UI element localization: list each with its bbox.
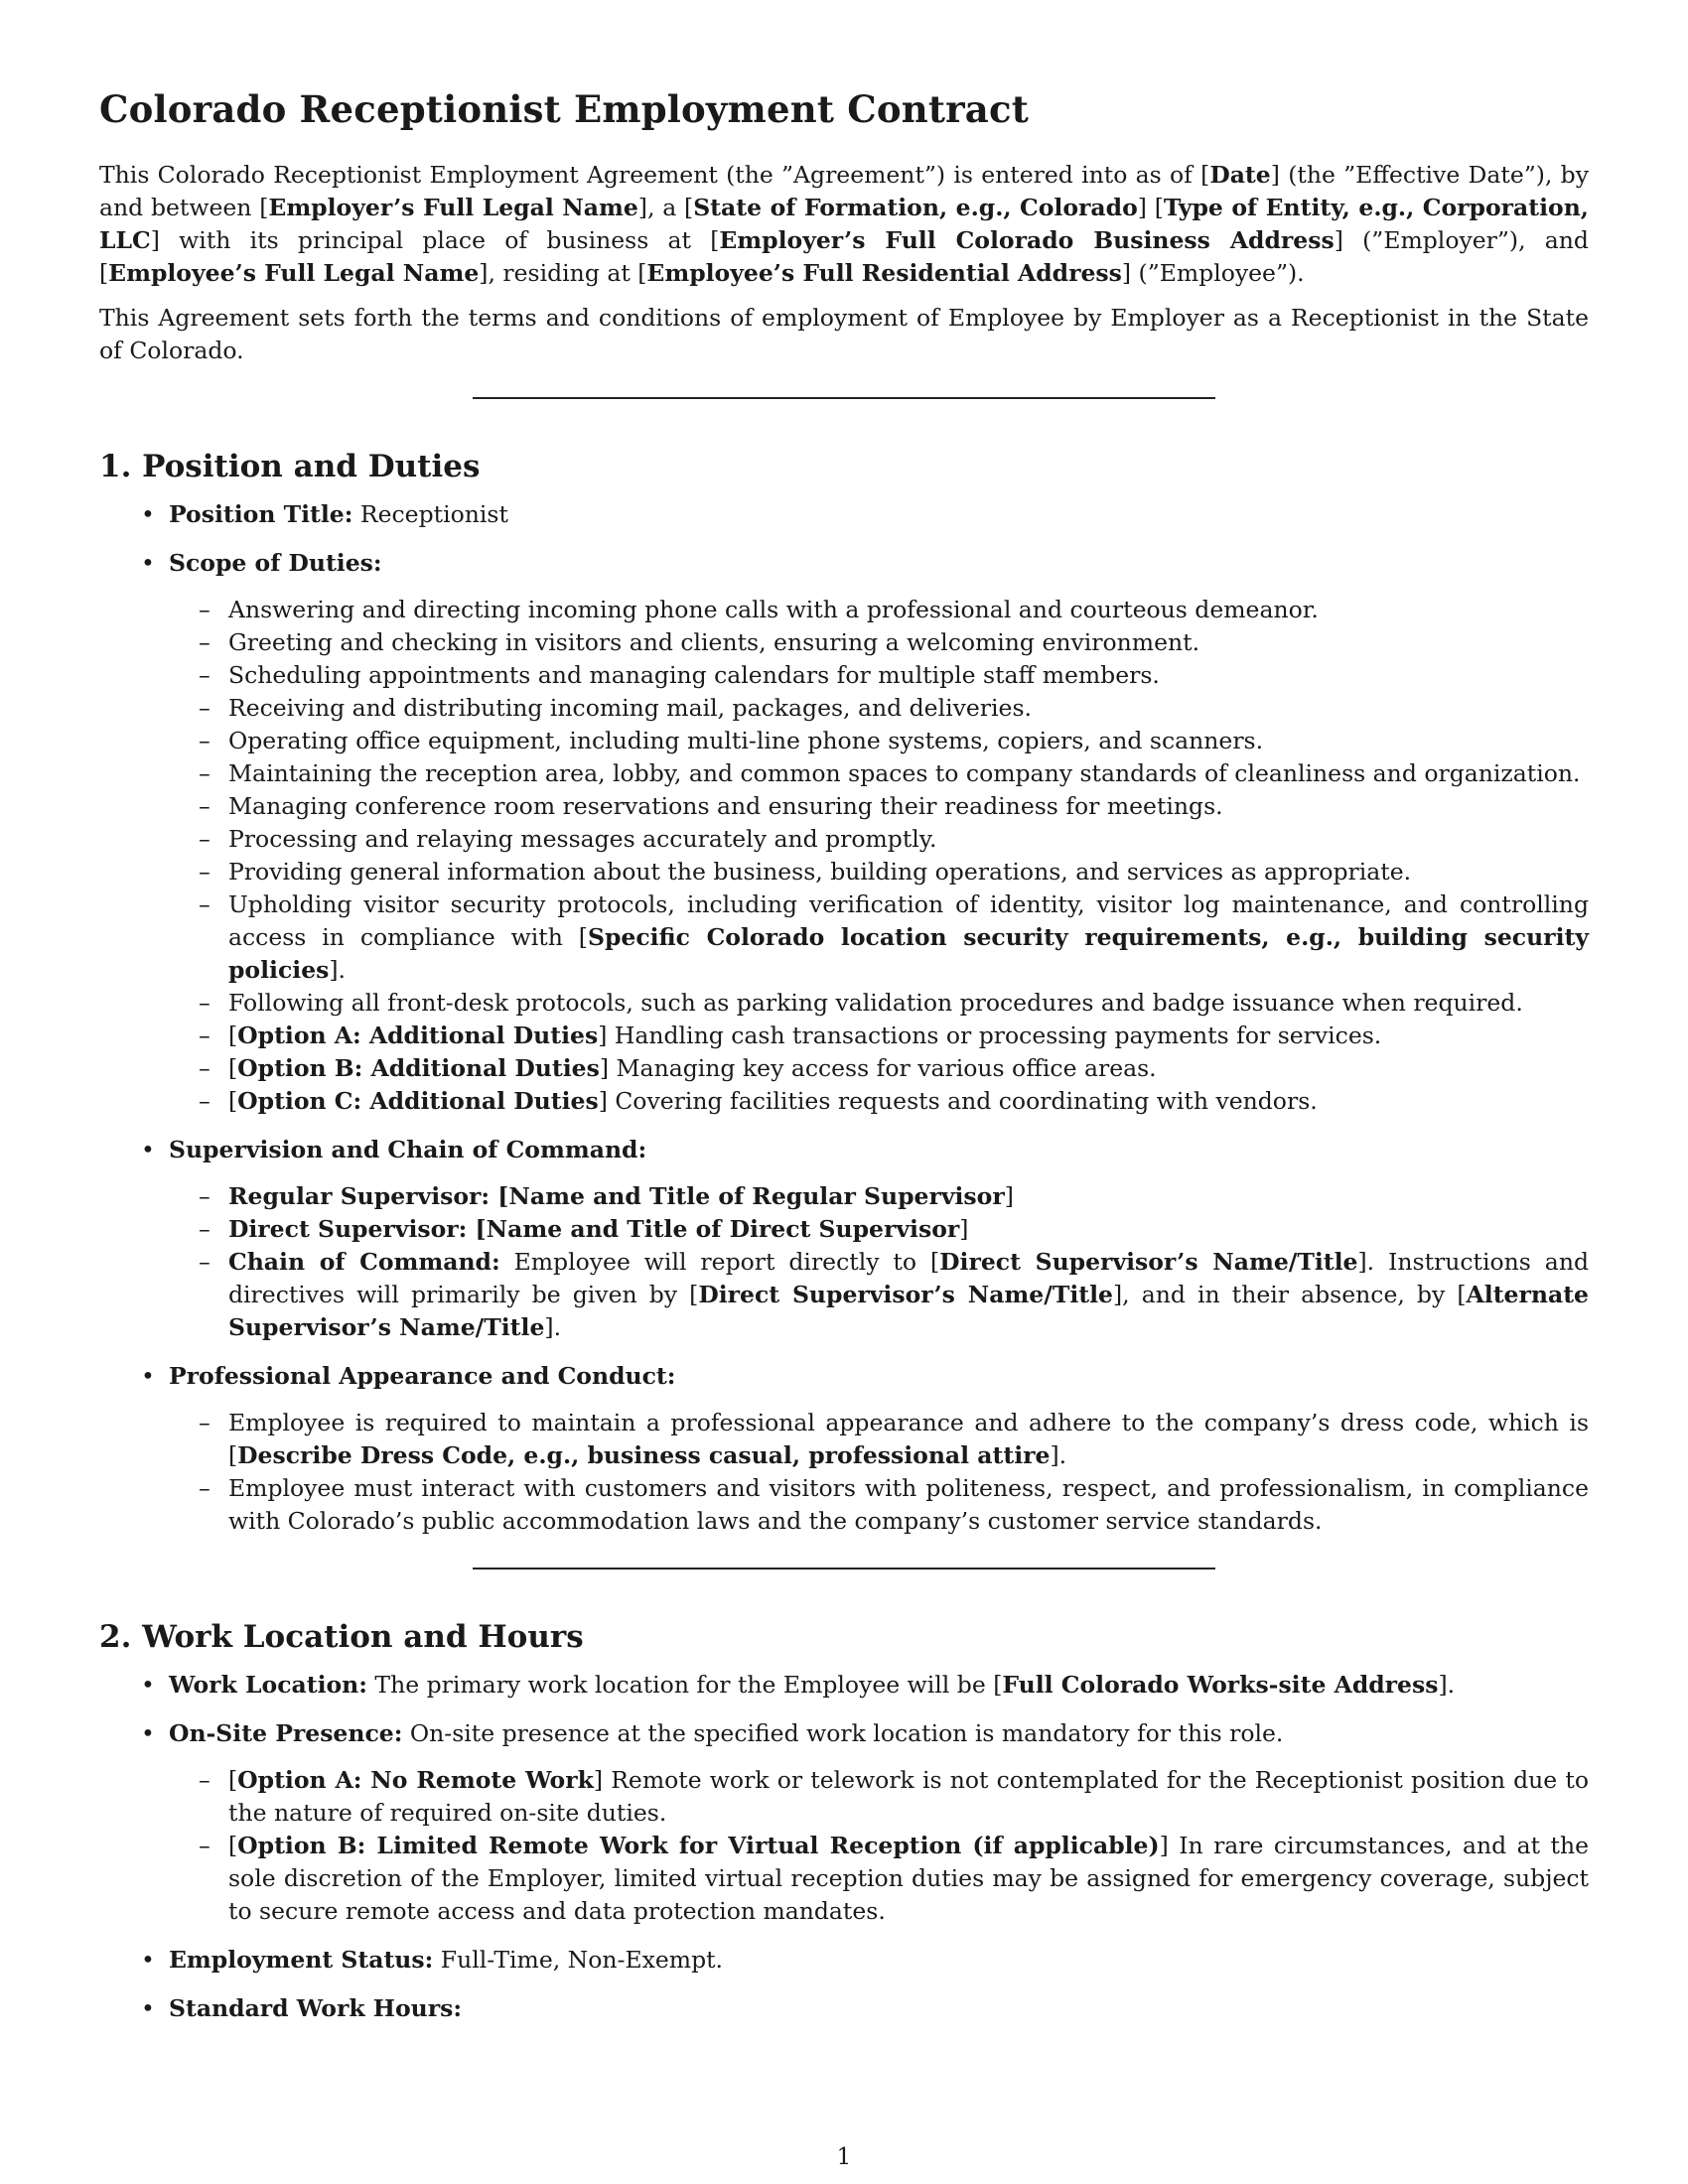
position-title-value: Receptionist: [359, 500, 508, 528]
text-run: ] (the ”Effective Date”), by and between [: [99, 161, 1590, 221]
dash-icon: –: [199, 1054, 211, 1082]
scope-of-duties-list: [169, 594, 1589, 1118]
section-1-list: [99, 498, 1589, 1538]
bullet-icon: •: [141, 1719, 155, 1747]
list-item: [199, 790, 1589, 823]
text-run: Maintaining the reception area, lobby, and common spaces to company standards of cleanliness and organization.: [228, 759, 1581, 787]
text-run: [: [228, 1832, 238, 1859]
employment-status-value: Full-Time, Non-Exempt.: [433, 1946, 724, 1974]
text-run: Providing general information about the business, building operations, and services as appropriate.: [228, 858, 1412, 886]
list-item: [199, 1020, 1589, 1052]
list-item: [199, 856, 1589, 888]
employment-status-item: [141, 1944, 1589, 1977]
text-run: Employee will report directly to [: [499, 1248, 940, 1276]
bold-text-run: Employee’s Full Legal Name: [108, 259, 480, 287]
list-item: [199, 1180, 1589, 1213]
scope-of-duties-label: Scope of Duties:: [169, 549, 382, 577]
bold-text-run: Direct Supervisor’s Name/Title: [939, 1248, 1358, 1276]
dash-icon: –: [199, 661, 211, 689]
text-run: ].: [1050, 1441, 1067, 1469]
dash-icon: –: [199, 1022, 211, 1049]
text-run: ]: [1004, 1182, 1014, 1210]
text-run: [: [228, 1087, 238, 1115]
text-run: ] Covering facilities requests and coordinating with vendors.: [598, 1087, 1318, 1115]
text-run: [: [228, 1766, 238, 1794]
appearance-list: [169, 1407, 1589, 1538]
list-item: [199, 757, 1589, 790]
bold-text-run: State of Formation, e.g., Colorado: [693, 194, 1138, 221]
list-item: [199, 1246, 1589, 1344]
scope-of-duties-item: [141, 547, 1590, 1118]
section-2-list: [99, 1669, 1589, 2025]
dash-icon: –: [199, 694, 211, 722]
supervision-list: [169, 1180, 1589, 1344]
onsite-presence-label: On-Site Presence:: [169, 1719, 403, 1747]
list-item: [199, 987, 1589, 1020]
dash-icon: –: [199, 628, 211, 656]
document-title: Colorado Receptionist Employment Contract: [99, 87, 1030, 131]
text-run: ]: [959, 1215, 969, 1243]
position-title-label: Position Title:: [169, 500, 353, 528]
dash-icon: –: [199, 1248, 211, 1276]
dash-icon: –: [199, 1766, 211, 1794]
text-run: Upholding visitor security protocols, including verification of identity, visitor log maintenance, and controlling access in compliance with [: [228, 890, 1589, 951]
dash-icon: –: [199, 1087, 211, 1115]
list-item: [199, 626, 1589, 659]
bold-text-run: Direct Supervisor: [Name and Title of Direct Supervisor: [228, 1215, 960, 1243]
list-item: [199, 725, 1589, 757]
text-run: ] Handling cash transactions or processing payments for services.: [598, 1022, 1382, 1049]
onsite-presence-text: On-site presence at the specified work location is mandatory for this role.: [402, 1719, 1284, 1747]
bold-text-run: Full Colorado Works-site Address: [1002, 1671, 1439, 1699]
text-run: ].: [1438, 1671, 1456, 1699]
bullet-icon: •: [141, 500, 155, 528]
text-run: This Colorado Receptionist Employment Agreement (the ”Agreement”) is entered into as of [: [99, 161, 1210, 189]
list-item: [199, 1085, 1589, 1118]
standard-hours-label: Standard Work Hours:: [169, 1994, 463, 2022]
dash-icon: –: [199, 1832, 211, 1859]
bullet-icon: •: [141, 549, 155, 577]
bold-text-run: Direct Supervisor’s Name/Title: [698, 1281, 1113, 1308]
bold-text-run: Employer’s Full Colorado Business Address: [719, 226, 1335, 254]
list-item: [199, 594, 1589, 626]
text-run: The primary work location for the Employee will be [: [366, 1671, 1003, 1699]
text-run: ].: [544, 1313, 562, 1341]
bold-text-run: Work Location:: [169, 1671, 367, 1699]
dash-icon: –: [199, 1215, 211, 1243]
section-1-heading: 1. Position and Duties: [99, 449, 481, 484]
text-run: Managing conference room reservations and ensuring their readiness for meetings.: [228, 792, 1223, 820]
employment-status-label: Employment Status:: [169, 1946, 434, 1974]
appearance-label: Professional Appearance and Conduct:: [169, 1362, 676, 1390]
text-run: ]. Instructions and directives will primarily be given by [: [228, 1248, 1589, 1308]
list-item: [199, 1052, 1589, 1085]
text-run: ] Managing key access for various office areas.: [599, 1054, 1157, 1082]
section-divider: [473, 397, 1215, 399]
dash-icon: –: [199, 989, 211, 1017]
text-run: ], and in their absence, by [: [1112, 1281, 1467, 1308]
list-item: [199, 1407, 1589, 1472]
text-run: ] [: [1137, 194, 1164, 221]
text-run: ] (”Employer”), and [: [99, 226, 1589, 287]
bold-text-run: Date: [1209, 161, 1271, 189]
page-number: 1: [836, 2144, 852, 2170]
list-item: [199, 659, 1589, 692]
bold-text-run: Describe Dress Code, e.g., business casual, professional attire: [237, 1441, 1051, 1469]
work-location-text: [169, 1671, 1455, 1699]
section-divider: [473, 1568, 1215, 1570]
standard-hours-item: [141, 1992, 1589, 2025]
supervision-item: [141, 1134, 1589, 1344]
bold-text-run: Option C: Additional Duties: [237, 1087, 599, 1115]
section-2-heading: 2. Work Location and Hours: [99, 1619, 584, 1655]
bold-text-run: Option A: Additional Duties: [237, 1022, 599, 1049]
intro-purpose-paragraph: This Agreement sets forth the terms and conditions of employment of Employee by Employer as a Receptionist in the State of Colorado.: [99, 304, 1589, 364]
text-run: Greeting and checking in visitors and clients, ensuring a welcoming environment.: [228, 628, 1200, 656]
dash-icon: –: [199, 1474, 211, 1502]
bullet-icon: •: [141, 1671, 155, 1699]
dash-icon: –: [199, 727, 211, 754]
text-run: [: [228, 1022, 238, 1049]
bold-text-run: Type of Entity, e.g., Corporation, LLC: [99, 194, 1589, 254]
bullet-icon: •: [141, 1994, 155, 2022]
text-run: Answering and directing incoming phone calls with a professional and courteous demeanor.: [228, 596, 1319, 623]
text-run: ] In rare circumstances, and at the sole discretion of the Employer, limited virtual reception duties may be assigned for emergency coverage, subject to secure remote access and data protection mandates.: [228, 1832, 1589, 1925]
dash-icon: –: [199, 759, 211, 787]
text-run: Employee is required to maintain a professional appearance and adhere to the company’s dress code, which is [: [228, 1409, 1589, 1469]
text-run: ] (”Employee”).: [1121, 259, 1305, 287]
list-item: [199, 888, 1590, 987]
bold-text-run: Option A: No Remote Work: [237, 1766, 594, 1794]
work-location-item: [141, 1669, 1589, 1702]
list-item: [199, 692, 1589, 725]
text-run: [: [228, 1054, 238, 1082]
dash-icon: –: [199, 792, 211, 820]
dash-icon: –: [199, 825, 211, 853]
text-run: ] with its principal place of business at [: [150, 226, 720, 254]
list-item: [199, 823, 1589, 856]
list-item: [199, 1764, 1589, 1830]
dash-icon: –: [199, 1409, 211, 1436]
bold-text-run: Employer’s Full Legal Name: [268, 194, 638, 221]
dash-icon: –: [199, 596, 211, 623]
text-run: Scheduling appointments and managing calendars for multiple staff members.: [228, 661, 1160, 689]
bold-text-run: Regular Supervisor: [Name and Title of Regular Supervisor: [228, 1182, 1005, 1210]
text-run: ] Remote work or telework is not contemplated for the Receptionist position due to the nature of required on-site duties.: [228, 1766, 1589, 1827]
bold-text-run: Specific Colorado location security requirements, e.g., building security policies: [228, 923, 1590, 984]
position-title-item: [141, 498, 1589, 531]
dash-icon: –: [199, 1182, 211, 1210]
list-item: [199, 1472, 1589, 1538]
appearance-item: [141, 1360, 1589, 1538]
text-run: ], residing at [: [479, 259, 647, 287]
bullet-icon: •: [141, 1362, 155, 1390]
document-page: [99, 87, 1589, 2041]
text-run: ].: [329, 956, 347, 984]
list-item: [199, 1830, 1589, 1928]
bold-text-run: Chain of Command:: [228, 1248, 500, 1276]
text-run: Operating office equipment, including multi-line phone systems, copiers, and scanners.: [228, 727, 1264, 754]
text-run: Processing and relaying messages accurately and promptly.: [228, 825, 937, 853]
bold-text-run: Option B: Additional Duties: [237, 1054, 600, 1082]
list-item: [199, 1213, 1589, 1246]
onsite-presence-item: [141, 1717, 1589, 1928]
bold-text-run: Alternate Supervisor’s Name/Title: [228, 1281, 1589, 1341]
bullet-icon: •: [141, 1946, 155, 1974]
intro-paragraph: [99, 159, 1589, 290]
bullet-icon: •: [141, 1136, 155, 1163]
dash-icon: –: [199, 890, 211, 918]
dash-icon: –: [199, 858, 211, 886]
text-run: Receiving and distributing incoming mail, packages, and deliveries.: [228, 694, 1032, 722]
supervision-label: Supervision and Chain of Command:: [169, 1136, 647, 1163]
text-run: Following all front-desk protocols, such as parking validation procedures and badge issuance when required.: [228, 989, 1523, 1017]
onsite-options-list: [169, 1764, 1589, 1928]
bold-text-run: Employee’s Full Residential Address: [646, 259, 1122, 287]
text-run: Employee must interact with customers and visitors with politeness, respect, and professionalism, in compliance with Colorado’s public accommodation laws and the company’s customer service standards.: [228, 1474, 1589, 1535]
bold-text-run: Option B: Limited Remote Work for Virtual Reception (if applicable): [237, 1832, 1160, 1859]
text-run: ], a [: [637, 194, 694, 221]
